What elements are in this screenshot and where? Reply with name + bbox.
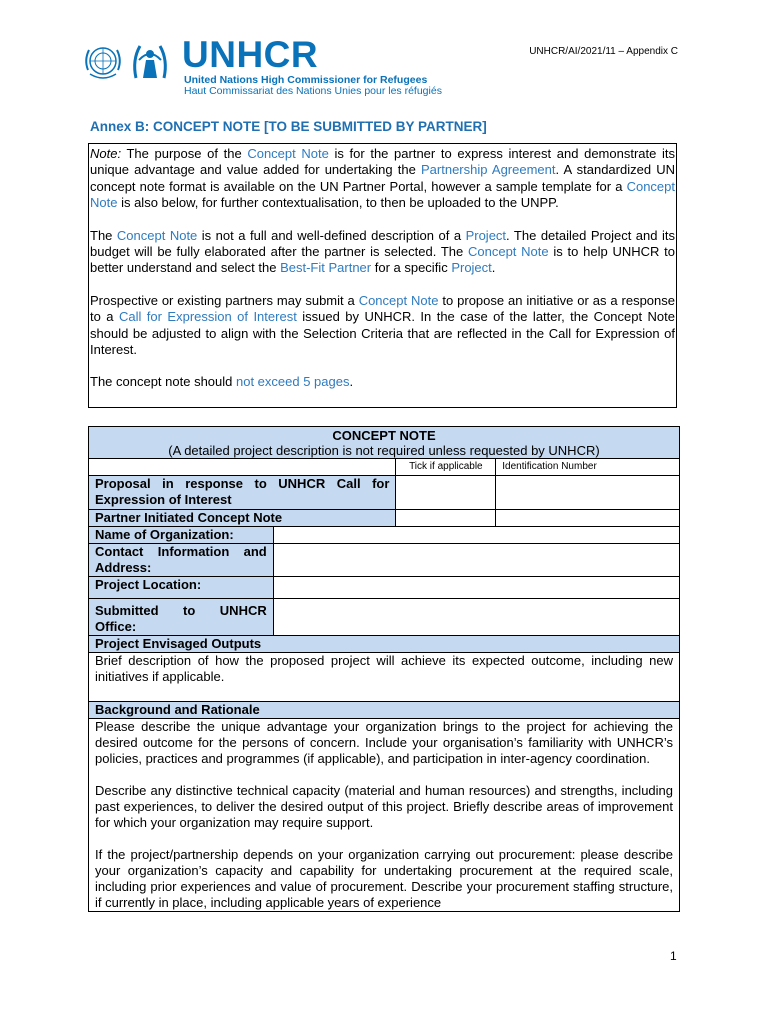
header [82, 36, 682, 96]
section-label-background: Background and Rationale [89, 702, 680, 719]
link-project[interactable]: Project [465, 227, 507, 243]
link-concept-note[interactable]: Concept Note [358, 292, 439, 308]
text: issued by UNHCR. In the case of the latter, the Concept Note should be adjusted to align with the Selection Criteria that are reflected in the Call for Expression of Interest. [90, 309, 675, 358]
brand-subtitle-en: United Nations High Commissioner for Refugees [184, 74, 428, 86]
note-label: Note: [90, 146, 122, 161]
brand-subtitle-fr: Haut Commissariat des Nations Unies pour les réfugiés [184, 85, 442, 97]
text: Prospective or existing partners may submit a [90, 292, 359, 308]
table-row [89, 544, 680, 577]
link-concept-note[interactable]: Concept Note [116, 227, 198, 243]
text: is also below, for further contextualisation, to then be uploaded to the UNPP. [117, 195, 559, 211]
background-rationale-field[interactable] [89, 719, 680, 912]
row-label-contact: Contact Information and Address: [89, 544, 274, 577]
tick-checkbox-initiated[interactable] [396, 510, 496, 527]
row-label-initiated: Partner Initiated Concept Note [89, 510, 396, 527]
text: The [90, 227, 117, 243]
table-row [89, 653, 680, 702]
table-row [89, 577, 680, 599]
project-location-field[interactable] [273, 577, 679, 599]
annex-title: Annex B: CONCEPT NOTE [TO BE SUBMITTED BY PARTNER] [90, 119, 487, 134]
contact-information-field[interactable] [273, 544, 679, 577]
note-paragraph-2 [90, 228, 675, 277]
table-subtitle: (A detailed project description is not required unless requested by UNHCR) [168, 443, 600, 458]
link-project[interactable]: Project [451, 260, 492, 276]
text: . [349, 374, 354, 390]
note-paragraph-4 [90, 374, 675, 390]
text: is for the partner to express interest and demonstrate its unique advantage and value added for undertaking the [90, 146, 675, 178]
note-box [88, 143, 677, 408]
text: to propose an initiative or as a response to a [90, 292, 675, 325]
link-concept-note[interactable]: Concept Note [468, 244, 549, 260]
table-row [89, 702, 680, 719]
text: . The detailed Project and its budget will be fully elaborated after the partner is selected. The [90, 227, 675, 260]
table-title: CONCEPT NOTE [332, 428, 436, 443]
table-row [89, 427, 680, 459]
text: . [491, 260, 496, 276]
section-label-outputs: Project Envisaged Outputs [89, 636, 680, 653]
unhcr-office-field[interactable] [273, 599, 679, 636]
row-label-cfei: Proposal in response to UNHCR Call for Expression of Interest [89, 476, 396, 510]
text: is not a full and well-defined description of a [197, 227, 466, 243]
link-concept-note[interactable]: Concept Note [90, 178, 675, 211]
outputs-description-field[interactable]: Brief description of how the proposed project will achieve its expected outcome, including new initiatives if applicable. [89, 653, 680, 702]
row-label-location: Project Location: [89, 577, 274, 599]
text: The concept note should [90, 374, 236, 390]
organization-name-field[interactable] [273, 527, 679, 544]
row-label-organization: Name of Organization: [89, 527, 274, 544]
id-number-field-cfei[interactable] [496, 476, 680, 510]
background-paragraph-3: If the project/partnership depends on your organization carrying out procurement: please describe your organization’s capacity and capability for undertaking procurement at the required scale, including prior experiences and value of procurement. Describe your procurement staffing structure, if currently in place, including applicable years of experience [95, 847, 673, 910]
table-row [89, 459, 680, 476]
background-paragraph-1: Please describe the unique advantage your organization brings to the project for achieving the desired outcome for the persons of concern. Include your organisation’s familiarity with UNHCR’s policies, practices and programmes (if applicable), and participation in inter-agency coordination. [95, 719, 673, 766]
table-row [89, 636, 680, 653]
un-emblem-icon [82, 40, 124, 82]
table-row [89, 510, 680, 527]
table-row [89, 719, 680, 912]
table-row [89, 599, 680, 636]
page-number: 1 [670, 949, 677, 963]
table-title-cell [89, 427, 680, 459]
link-best-fit-partner[interactable]: Best-Fit Partner [280, 260, 372, 276]
text: for a specific [371, 260, 452, 276]
concept-note-table [88, 426, 680, 912]
note-paragraph-1 [90, 146, 675, 212]
link-partnership-agreement[interactable]: Partnership Agreement [421, 162, 556, 178]
document-reference: UNHCR/AI/2021/11 – Appendix C [529, 46, 678, 57]
column-header-id: Identification Number [496, 459, 680, 476]
link-call-for-expression-of-interest[interactable]: Call for Expression of Interest [118, 309, 297, 325]
brand-title: UNHCR [182, 34, 319, 75]
column-header-tick: Tick if applicable [396, 459, 496, 476]
text: is to help UNHCR to better understand and select the [90, 244, 676, 276]
empty-cell [89, 459, 396, 476]
background-paragraph-2: Describe any distinctive technical capacity (material and human resources) and strengths, including past experiences, to deliver the desired output of this project. Briefly describe areas of improvement for which your organization may require support. [95, 783, 673, 830]
link-page-limit[interactable]: not exceed 5 pages [236, 374, 350, 390]
table-row [89, 476, 680, 510]
table-row [89, 527, 680, 544]
row-label-office: Submitted to UNHCR Office: [89, 599, 274, 636]
note-paragraph-3 [90, 293, 675, 359]
tick-checkbox-cfei[interactable] [396, 476, 496, 510]
text: . A standardized UN concept note format is available on the UN Partner Portal, however a sample template for a [90, 162, 675, 194]
id-number-field-initiated[interactable] [496, 510, 680, 527]
text: The purpose of the [121, 146, 248, 161]
link-concept-note[interactable]: Concept Note [247, 146, 329, 161]
unhcr-emblem-icon [130, 38, 170, 84]
